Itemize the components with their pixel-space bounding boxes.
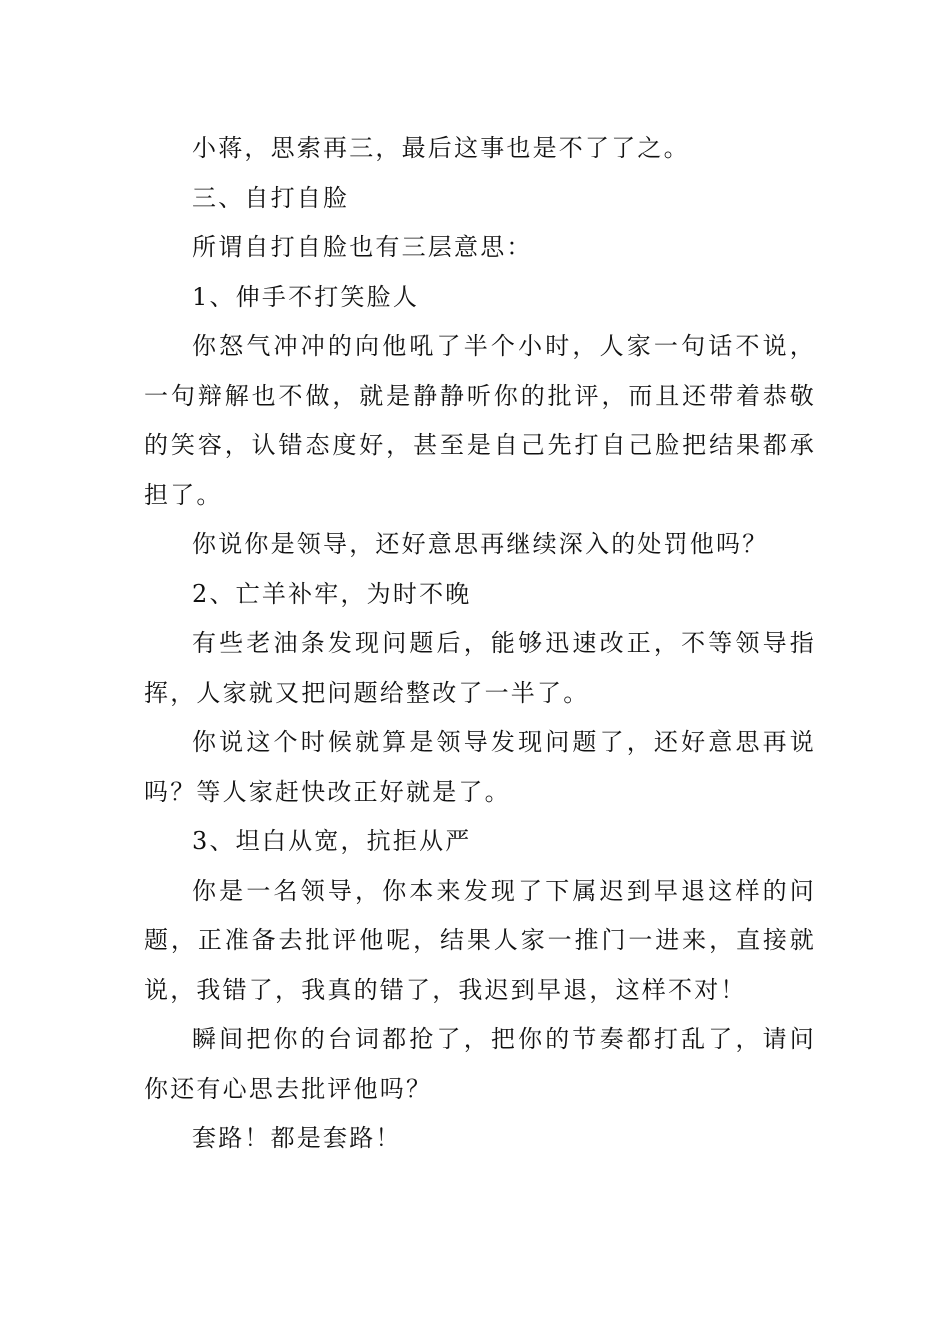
paragraph-conclusion: 小蒋，思索再三，最后这事也是不了了之。 (192, 134, 690, 162)
paragraph-body: 你说你是领导，还好意思再继续深入的处罚他吗？ (192, 530, 769, 558)
paragraph-closing: 套路！都是套路！ (192, 1124, 402, 1152)
paragraph-body: 你怒气冲冲的向他吼了半个小时，人家一句话不说，一句辩解也不做，就是静静听你的批评，而且还带着恭敬的笑容，认错态度好，甚至是自己先打自己脸把结果都承担了。 (144, 332, 816, 509)
paragraph-body: 你是一名领导，你本来发现了下属迟到早退这样的问题，正准备去批评他呢，结果人家一推门一进来，直接就说，我错了，我真的错了，我迟到早退，这样不对！ (144, 876, 816, 1004)
subheading-2: 2、亡羊补牢，为时不晚 (192, 579, 472, 608)
subheading-3: 3、坦白从宽，抗拒从严 (192, 827, 472, 855)
section-heading-self-slap: 三、自打自脸 (192, 183, 350, 212)
document-body (144, 124, 816, 1164)
paragraph-body: 有些老油条发现问题后，能够迅速改正，不等领导指挥，人家就又把问题给整改了一半了。 (144, 629, 816, 707)
paragraph-body: 你说这个时候就算是领导发现问题了，还好意思再说吗？等人家赶快改正好就是了。 (144, 728, 816, 806)
subheading-1: 1、伸手不打笑脸人 (192, 282, 420, 311)
paragraph-intro: 所谓自打自脸也有三层意思： (192, 233, 533, 261)
paragraph-body: 瞬间把你的台词都抢了，把你的节奏都打乱了，请问你还有心思去批评他吗？ (144, 1025, 816, 1103)
